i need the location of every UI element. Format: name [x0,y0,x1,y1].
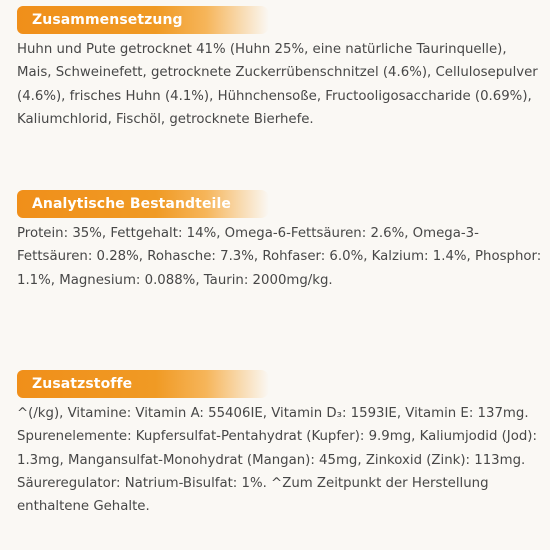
section-body-text: ^(/kg), Vitamine: Vitamin A: 55406IE, Vitamin D₃: 1593IE, Vitamin E: 137mg. Spurenelemente: Kupfersulfat-Pentahydrat (Kupfer): 9.9mg, Kaliumjodid (Jod): 1.3mg, Mangansulfat-Monohydrat (Mangan): 45mg, Zinkoxid (Zink): 113mg. Säureregulator: Natrium-Bisulfat: 1%. ^Zum Zeitpunkt der Herstellung enthaltene Gehalte. [17,406,537,515]
section-header-banner [17,6,269,34]
section-body-text: Huhn und Pute getrocknet 41% (Huhn 25%, eine natürliche Taurinquelle), Mais, Schweinefett, getrocknete Zuckerrübenschnitzel (4.6%), Cellulosepulver (4.6%), frisches Huhn (4.1%), Hühnchensoße, Fructooligosaccharide (0.69%), Kaliumchlorid, Fischöl, getrocknete Bierhefe. [17,42,538,127]
section-title: Analytische Bestandteile [32,196,231,212]
section-body-text: Protein: 35%, Fettgehalt: 14%, Omega-6-Fettsäuren: 2.6%, Omega-3-Fettsäuren: 0.28%, Rohasche: 7.3%, Rohfaser: 6.0%, Kalzium: 1.4%, Phosphor: 1.1%, Magnesium: 0.088%, Taurin: 2000mg/kg. [17,226,542,288]
section-header-banner [17,190,269,218]
section-analytische-bestandteile [0,190,550,292]
section-zusammensetzung [0,6,550,131]
section-zusatzstoffe [0,370,550,518]
section-title: Zusatzstoffe [32,376,133,392]
section-header-banner [17,370,269,398]
section-title: Zusammensetzung [32,12,183,28]
